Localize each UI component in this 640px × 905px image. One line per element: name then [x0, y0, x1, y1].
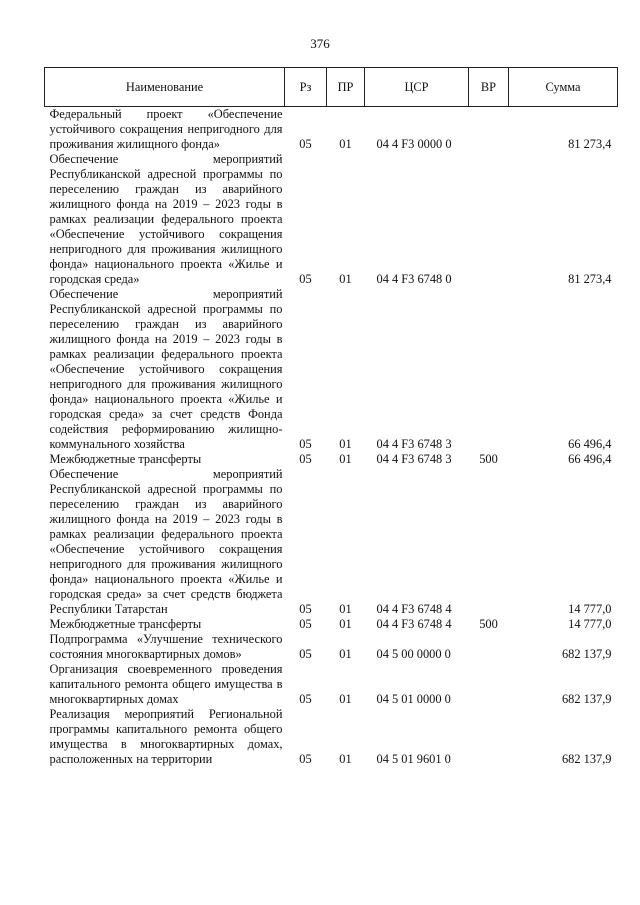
row-pr: 01	[339, 692, 352, 706]
row-pr: 01	[339, 602, 352, 616]
row-name: Подпрограмма «Улучшение технического состояния многоквартирных домов»	[49, 632, 283, 661]
row-sum: 66 496,4	[568, 452, 612, 466]
row-rz: 05	[299, 602, 312, 616]
header-sum: Сумма	[509, 68, 618, 107]
row-name: Обеспечение мероприятий Республиканской адресной программы по переселению граждан из аварийного жилищного фонда на 2019 – 2023 годы в рамках реализации федерального проекта «Обеспечение устойчивого сокращения непригодного для проживания жилищного фонда» национального проекта «Жилье и городская среда» за счет средств Фонда содействия реформированию жилищно-коммунального хозяйства	[49, 287, 283, 451]
table-row	[45, 287, 618, 452]
table-row	[45, 467, 618, 617]
row-sum: 81 273,4	[568, 137, 612, 151]
header-csr: ЦСР	[365, 68, 469, 107]
row-sum: 682 137,9	[561, 692, 612, 706]
row-sum: 14 777,0	[568, 602, 612, 616]
row-pr: 01	[339, 452, 352, 466]
row-pr: 01	[339, 272, 352, 286]
row-vr	[469, 662, 509, 707]
header-vr: ВР	[469, 68, 509, 107]
row-sum: 66 496,4	[568, 437, 612, 451]
row-rz: 05	[299, 137, 312, 151]
row-pr: 01	[339, 137, 352, 151]
page-number: 376	[310, 36, 330, 51]
table-header	[45, 68, 618, 107]
row-csr: 04 4 F3 6748 0	[376, 272, 452, 286]
table-row	[45, 632, 618, 662]
row-vr: 500	[479, 617, 498, 631]
header-rz: Рз	[285, 68, 327, 107]
header-pr: ПР	[327, 68, 365, 107]
row-rz: 05	[299, 692, 312, 706]
row-rz: 05	[299, 452, 312, 466]
row-csr: 04 5 00 0000 0	[376, 647, 451, 661]
table-row	[45, 617, 618, 632]
header-name: Наименование	[45, 68, 285, 107]
row-vr	[469, 287, 509, 452]
row-sum: 14 777,0	[568, 617, 612, 631]
row-rz: 05	[299, 437, 312, 451]
row-csr: 04 4 F3 0000 0	[376, 137, 452, 151]
table-row	[45, 107, 618, 153]
row-pr: 01	[339, 617, 352, 631]
row-csr: 04 5 01 9601 0	[376, 752, 451, 766]
row-rz: 05	[299, 272, 312, 286]
row-name: Реализация мероприятий Региональной программы капитального ремонта общего имущества в многоквартирных домах, расположенных на территории	[49, 707, 283, 766]
row-name: Обеспечение мероприятий Республиканской адресной программы по переселению граждан из аварийного жилищного фонда на 2019 – 2023 годы в рамках реализации федерального проекта «Обеспечение устойчивого сокращения непригодного для проживания жилищного фонда» национального проекта «Жилье и городская среда»	[49, 152, 283, 286]
row-vr	[469, 107, 509, 153]
table-row	[45, 152, 618, 287]
budget-table	[44, 67, 618, 767]
row-csr: 04 4 F3 6748 3	[376, 437, 452, 451]
row-name: Обеспечение мероприятий Республиканской адресной программы по переселению граждан из аварийного жилищного фонда на 2019 – 2023 годы в рамках реализации федерального проекта «Обеспечение устойчивого сокращения непригодного для проживания жилищного фонда» национального проекта «Жилье и городская среда» за счет средств бюджета Республики Татарстан	[49, 467, 283, 616]
row-name: Межбюджетные трансферты	[49, 452, 202, 466]
row-rz: 05	[299, 752, 312, 766]
table-row	[45, 662, 618, 707]
row-sum: 81 273,4	[568, 272, 612, 286]
row-csr: 04 4 F3 6748 3	[376, 452, 452, 466]
table-body	[45, 107, 618, 768]
row-vr	[469, 467, 509, 617]
row-name: Федеральный проект «Обеспечение устойчивого сокращения непригодного для проживания жилищного фонда»	[49, 107, 283, 151]
table-row	[45, 452, 618, 467]
row-pr: 01	[339, 437, 352, 451]
row-sum: 682 137,9	[561, 647, 612, 661]
row-pr: 01	[339, 647, 352, 661]
row-csr: 04 5 01 0000 0	[376, 692, 451, 706]
row-rz: 05	[299, 647, 312, 661]
row-csr: 04 4 F3 6748 4	[376, 617, 452, 631]
row-vr	[469, 152, 509, 287]
row-vr	[469, 632, 509, 662]
row-csr: 04 4 F3 6748 4	[376, 602, 452, 616]
row-name: Организация своевременного проведения капитального ремонта общего имущества в многоквартирных домах	[49, 662, 283, 706]
row-sum: 682 137,9	[561, 752, 612, 766]
row-rz: 05	[299, 617, 312, 631]
table-row	[45, 707, 618, 767]
row-vr: 500	[479, 452, 498, 466]
row-name: Межбюджетные трансферты	[49, 617, 202, 631]
row-vr	[469, 707, 509, 767]
row-pr: 01	[339, 752, 352, 766]
